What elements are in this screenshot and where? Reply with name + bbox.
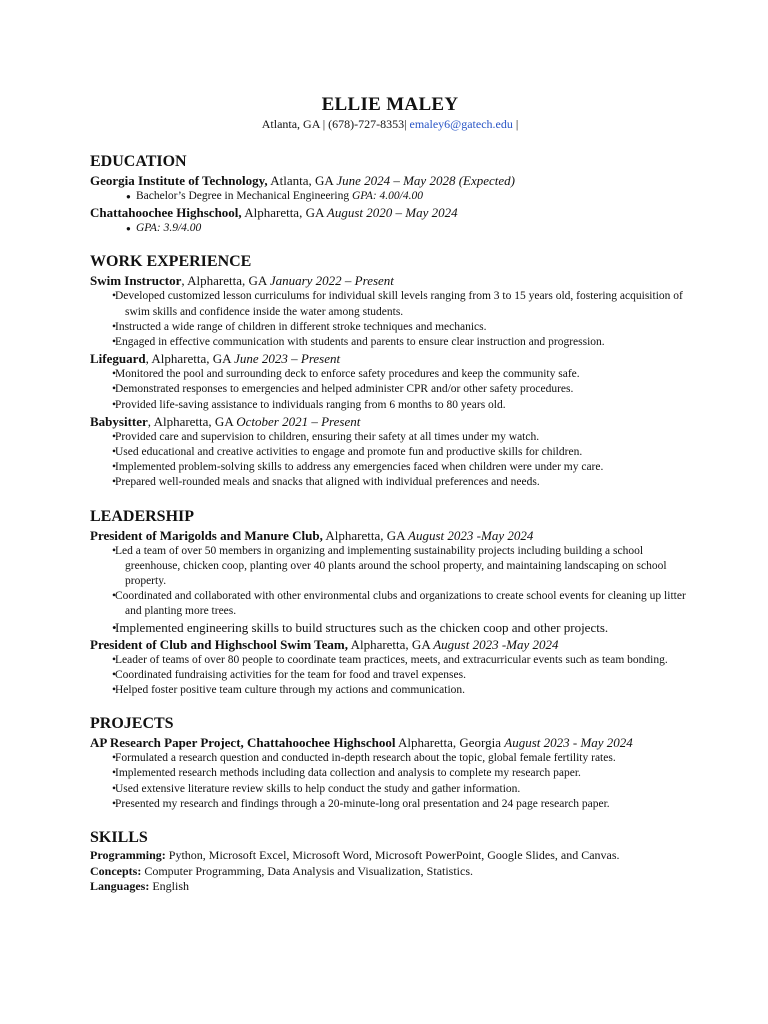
list-item: • Developed customized lesson curriculums for individual skill levels ranging from 3 to 15 years old, fostering acquisition of swim skills and confidence inside the water among students.: [90, 289, 690, 319]
entry-date: January 2022 – Present: [269, 273, 394, 289]
list-item: • Instructed a wide range of children in different stroke techniques and mechanics.: [90, 320, 690, 335]
project-bullets-ap-research: [90, 751, 690, 812]
entry-org: President of Club and Highschool Swim Team,: [90, 636, 349, 652]
skill-label: Concepts:: [90, 863, 142, 878]
list-item: • Coordinated and collaborated with other environmental clubs and organizations to create school events for cleaning up litter and planting more trees.: [90, 589, 690, 619]
contact-suffix: |: [515, 117, 519, 131]
entry-org: Chattahoochee Highschool,: [90, 205, 242, 221]
entry-org: Georgia Institute of Technology,: [90, 173, 268, 188]
entry-location: , Alpharetta, GA: [181, 273, 267, 289]
list-item: • Helped foster positive team culture through my actions and communication.: [90, 683, 690, 698]
list-item: • Used extensive literature review skills to help conduct the study and gather information.: [90, 782, 690, 797]
entry-location: , Alpharetta, GA: [145, 351, 231, 367]
skill-value: Computer Programming, Data Analysis and Visualization, Statistics.: [144, 863, 474, 878]
entry-date: August 2023 -May 2024: [433, 636, 559, 652]
leadership-entry-marigolds: [90, 527, 690, 544]
skill-label: Languages:: [90, 879, 150, 894]
education-details-gatech: [90, 189, 690, 204]
gpa-text: GPA: 3.9/4.00: [136, 222, 202, 235]
skill-label: Programming:: [90, 848, 166, 863]
list-item: [90, 221, 690, 236]
entry-date: June 2023 – Present: [234, 351, 341, 367]
list-item: • Engaged in effective communication with students and parents to ensure clear instruction and progression.: [90, 335, 690, 350]
section-education-title: EDUCATION: [90, 153, 187, 170]
entry-location: Atlanta, GA: [270, 173, 334, 188]
section-skills-title: SKILLS: [90, 829, 148, 847]
entry-date: August 2023 -May 2024: [408, 527, 534, 543]
entry-org: President of Marigolds and Manure Club,: [90, 527, 323, 543]
skill-value: English: [152, 879, 190, 894]
entry-org: Babysitter: [90, 413, 148, 429]
list-item: • Used educational and creative activities to engage and promote fun and productive skills for children.: [90, 445, 690, 460]
list-item: • Implemented research methods including data collection and analysis to complete my research paper.: [90, 766, 690, 781]
resume-page: [90, 94, 690, 895]
list-item: • Implemented engineering skills to build structures such as the chicken coop and other projects.: [90, 620, 690, 636]
work-entry-lifeguard: [90, 350, 690, 367]
work-bullets-swim-instructor: [90, 289, 690, 350]
entry-date: October 2021 – Present: [236, 413, 361, 429]
work-bullets-babysitter: [90, 430, 690, 491]
skill-row-concepts: [90, 864, 690, 880]
leadership-entry-swim-team: [90, 636, 690, 653]
education-entry-gatech: [90, 172, 690, 189]
entry-org: Lifeguard: [90, 351, 146, 367]
list-item: • Presented my research and findings through a 20-minute-long oral presentation and 24 page research paper.: [90, 797, 690, 812]
entry-date: August 2020 – May 2024: [326, 205, 458, 221]
skill-value: Python, Microsoft Excel, Microsoft Word, Microsoft PowerPoint, Google Slides, and Canvas.: [168, 848, 620, 863]
list-item: • Provided care and supervision to children, ensuring their safety at all times under my watch.: [90, 430, 690, 445]
work-bullets-lifeguard: [90, 367, 690, 413]
section-leadership-title: LEADERSHIP: [90, 507, 195, 525]
section-work-title: WORK EXPERIENCE: [90, 253, 252, 271]
list-item: • Leader of teams of over 80 people to coordinate team practices, meets, and extracurricular events such as team bonding.: [90, 653, 690, 668]
work-entry-swim-instructor: [90, 272, 690, 289]
skill-row-languages: [90, 879, 690, 895]
entry-date: August 2023 - May 2024: [504, 735, 633, 751]
list-item: • Led a team of over 50 members in organizing and implementing sustainability projects including building a school greenhouse, chicken coop, planting over 40 plants around the school property, and maintaining landscaping on school property.: [90, 544, 690, 590]
leadership-bullets-swim-team: [90, 653, 690, 699]
list-item: • Provided life-saving assistance to individuals ranging from 6 months to 80 years old.: [90, 398, 690, 413]
entry-location: Alpharetta, GA: [244, 205, 324, 221]
list-item: [90, 189, 690, 204]
skill-row-programming: [90, 848, 690, 864]
entry-location: Alpharetta, GA: [350, 636, 430, 652]
leadership-bullets-marigolds: [90, 544, 690, 636]
education-details-chattahoochee: [90, 221, 690, 236]
degree-text: Bachelor’s Degree in Mechanical Engineering: [136, 190, 350, 202]
project-entry-ap-research: [90, 734, 690, 751]
section-projects-title: PROJECTS: [90, 715, 174, 733]
entry-date: June 2024 – May 2028 (Expected): [336, 173, 515, 188]
gpa-text: GPA: 4.00/4.00: [351, 190, 423, 202]
list-item: • Implemented problem-solving skills to address any emergencies faced when children were under my care.: [90, 460, 690, 475]
entry-location: Alpharetta, Georgia: [398, 735, 502, 751]
list-item: • Formulated a research question and conducted in-depth research about the topic, global female fertility rates.: [90, 751, 690, 766]
entry-location: Alpharetta, GA: [325, 527, 405, 543]
contact-prefix: Atlanta, GA | (678)-727-8353|: [261, 117, 407, 131]
entry-org: AP Research Paper Project, Chattahoochee Highschool: [90, 735, 396, 751]
contact-line: [90, 116, 690, 132]
entry-org: Swim Instructor: [90, 273, 182, 289]
email-link[interactable]: emaley6@gatech.edu: [409, 117, 513, 131]
list-item: • Demonstrated responses to emergencies and helped administer CPR and/or other safety procedures.: [90, 382, 690, 397]
list-item: • Monitored the pool and surrounding deck to enforce safety procedures and keep the community safe.: [90, 367, 690, 382]
education-entry-chattahoochee: [90, 204, 690, 221]
list-item: • Prepared well-rounded meals and snacks that aligned with individual preferences and needs.: [90, 475, 690, 490]
resume-name: ELLIE MALEY: [321, 94, 459, 115]
list-item: • Coordinated fundraising activities for the team for food and travel expenses.: [90, 668, 690, 683]
work-entry-babysitter: [90, 413, 690, 430]
entry-location: , Alpharetta, GA: [147, 413, 233, 429]
